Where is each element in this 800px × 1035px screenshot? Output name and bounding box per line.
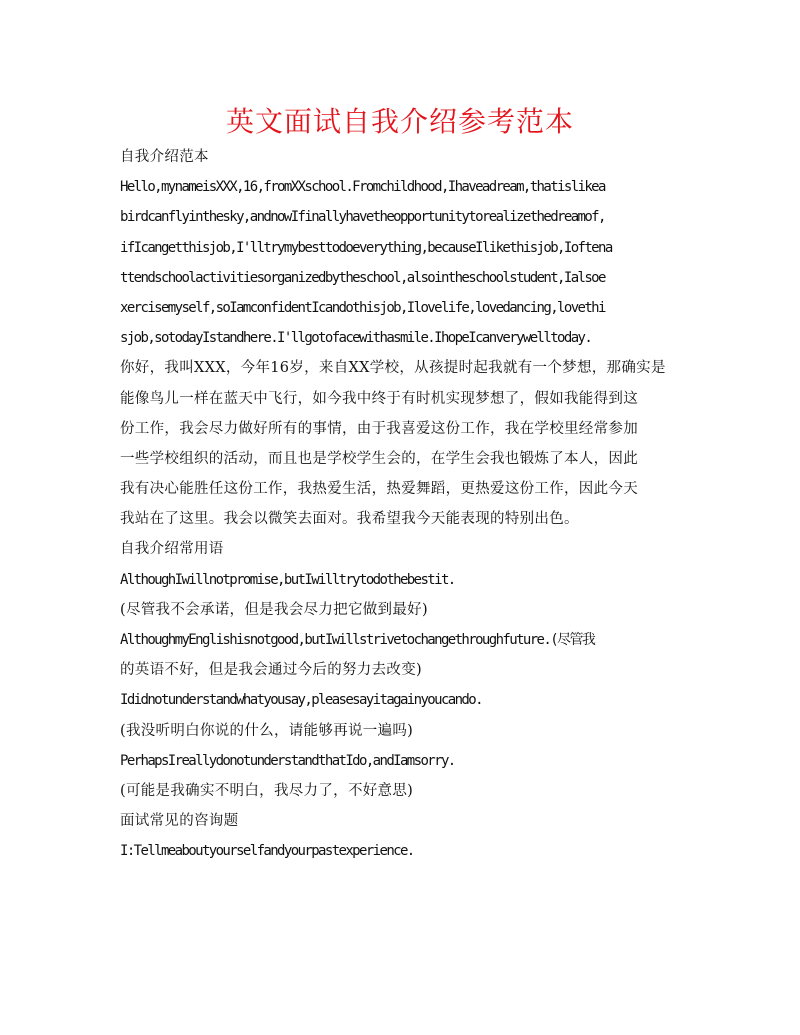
paragraph-line: sjob,sotodayIstandhere.I'llgotofacewithasmile.IhopeIcanverywelltoday. <box>120 330 592 347</box>
section-heading: 自我介绍常用语 <box>120 541 224 558</box>
section-heading: 面试常见的咨询题 <box>120 813 239 830</box>
document-body <box>120 142 680 867</box>
paragraph-line: 一些学校组织的活动，而且也是学校学生会的，在学生会我也锻炼了本人，因此 <box>120 450 638 467</box>
paragraph-line: 你好，我叫XXX，今年16岁，来自XX学校，从孩提时起我就有一个梦想，那确实是 <box>120 360 666 377</box>
paragraph-line: xercisemyself,soIamconfidentIcandothisjob,Ilovelife,lovedancing,lovethi <box>120 299 605 316</box>
paragraph-line: 份工作，我会尽力做好所有的事情，由于我喜爱这份工作，我在学校里经常参加 <box>120 420 638 437</box>
paragraph-line: ifIcangetthisjob,I'lltrymybesttodoeverything,becauseIlikethisjob,Ioftena <box>120 239 612 256</box>
phrase-translation: 的英语不好，但是我会通过今后的努力去改变) <box>120 662 422 679</box>
paragraph-line: 我站在了这里。我会以微笑去面对。我希望我今天能表现的特别出色。 <box>120 511 579 528</box>
paragraph-line: 能像鸟儿一样在蓝天中飞行，如今我中终于有时机实现梦想了，假如我能得到这 <box>120 390 638 407</box>
paragraph-line: birdcanflyinthesky,andnowIfinallyhavetheopportunitytorealizethedreamof, <box>120 209 605 226</box>
phrase-translation: (可能是我确实不明白，我尽力了，不好意思) <box>120 782 414 799</box>
phrase-translation: (尽管我不会承诺，但是我会尽力把它做到最好) <box>120 601 428 618</box>
paragraph-line: Hello,mynameisXXX,16,fromXXschool.Fromchildhood,Ihaveadream,thatislikea <box>120 179 605 196</box>
section-heading: 自我介绍范本 <box>120 149 209 165</box>
paragraph-line: 我有决心能胜任这份工作，我热爱生活，热爱舞蹈，更热爱这份工作，因此今天 <box>120 481 638 498</box>
phrase-english: AlthoughIwillnotpromise,butIwilltrytodothebestit. <box>120 571 455 588</box>
phrase-english: PerhapsIreallydonotunderstandthatIdo,andIamsorry. <box>120 752 455 769</box>
paragraph-line: ttendschoolactivitiesorganizedbytheschool,alsointheschoolstudent,Ialsoe <box>120 269 605 286</box>
interview-question: I:Tellmeaboutyourselfandyourpastexperience. <box>120 843 414 860</box>
phrase-english: AlthoughmyEnglishisnotgood,butIwillstrivetochangethroughfuture.(尽管我 <box>120 632 595 648</box>
document-title: 英文面试自我介绍参考范本 <box>225 105 574 138</box>
phrase-english: Ididnotunderstandwhatyousay,pleasesayitagainyoucando. <box>120 692 482 709</box>
phrase-translation: (我没听明白你说的什么，请能够再说一遍吗) <box>120 722 414 739</box>
